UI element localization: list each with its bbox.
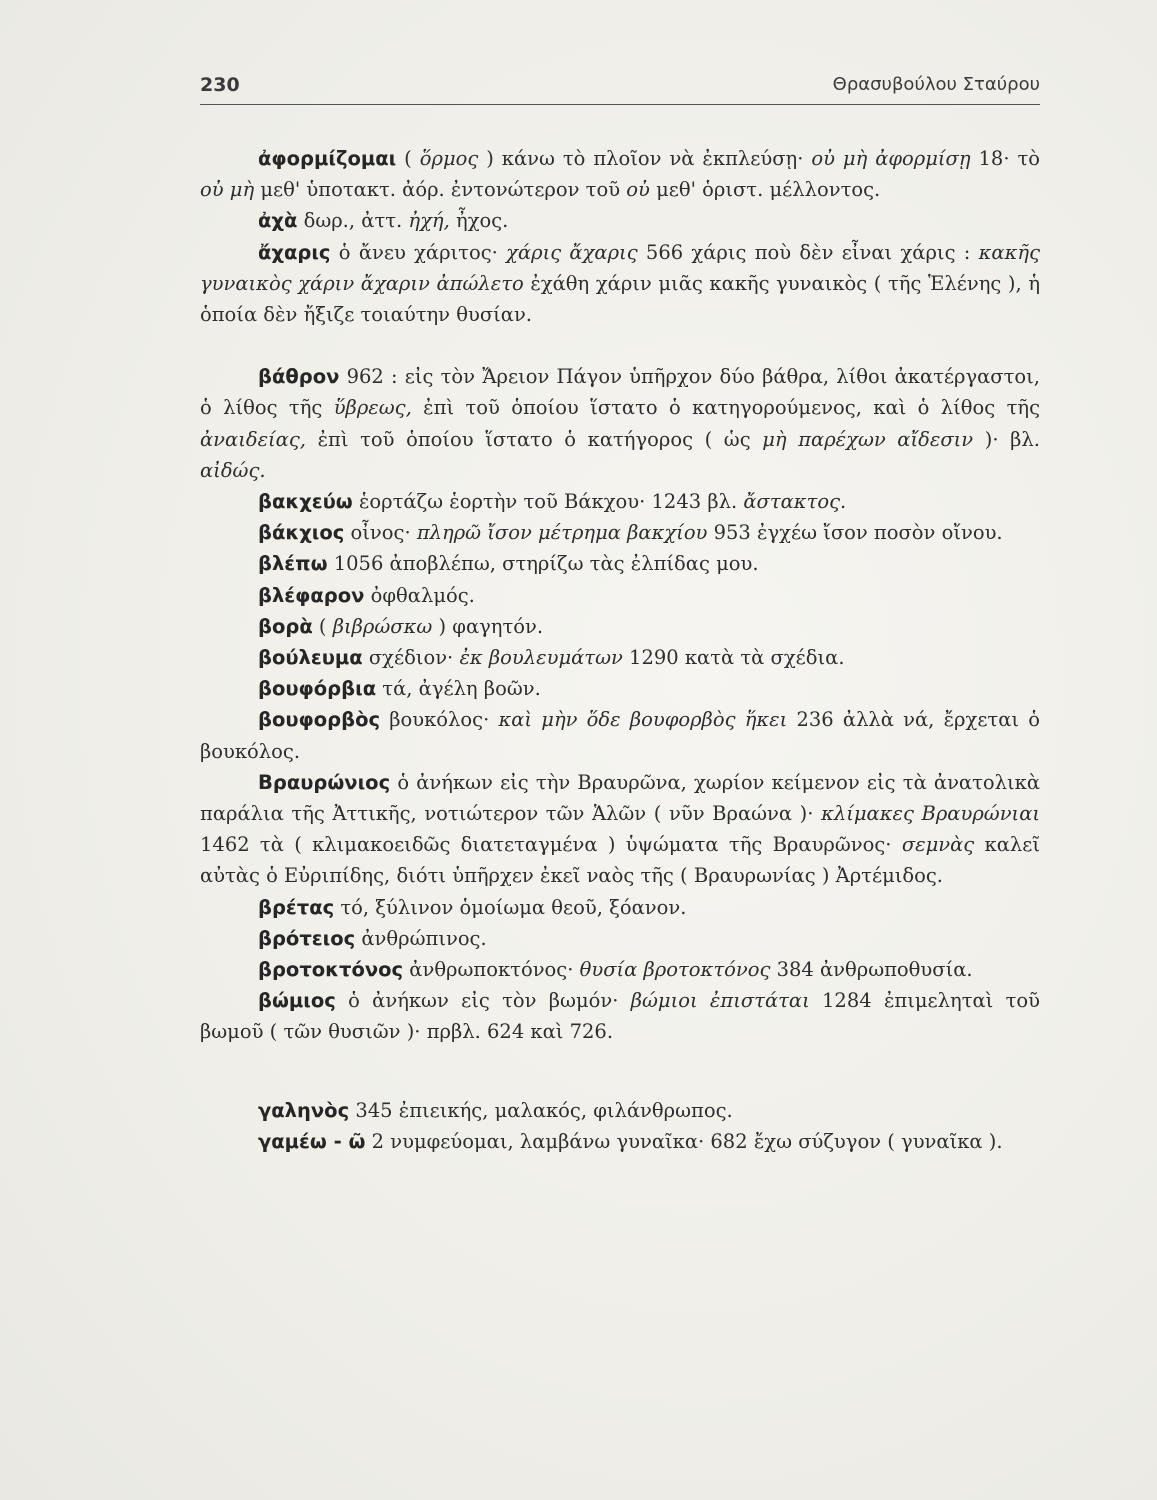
- entry-headword: βροτοκτόνος: [258, 958, 404, 982]
- entry-text: ἐπὶ τοῦ ὁποίου ἵστατο ὁ κατηγορούμενος, καὶ ὁ λίθος τῆς: [411, 396, 1040, 420]
- entry-quotation: ἐκ βουλευμάτων: [459, 646, 623, 670]
- entry-quotation: οὐ μὴ ἀφορμίσῃ: [811, 147, 971, 170]
- entry-headword: ἄχαρις: [258, 240, 331, 264]
- page-header: [200, 74, 1040, 102]
- glossary-entry: [200, 143, 1040, 205]
- entry-headword: βρέτας: [258, 895, 335, 919]
- entry-quotation: κλίμακες Βραυρώνιαι: [821, 802, 1041, 826]
- entry-headword: γαμέω - ῶ: [258, 1129, 366, 1153]
- glossary-entry: [200, 237, 1040, 331]
- entry-quotation: θυσία βροτοκτόνος: [579, 958, 771, 982]
- entry-quotation: ὕβρεως,: [333, 396, 412, 420]
- entry-text: μεθ' ὑποτακτ. ἀόρ. ἐντονώτερον τοῦ: [254, 178, 627, 202]
- entry-text: σχέδιον·: [362, 646, 460, 670]
- entry-text: 2 νυμφεύομαι, λαμβάνω γυναῖκα· 682 ἔχω σύζυγον ( γυναῖκα ).: [365, 1129, 1003, 1153]
- entry-quotation: βιβρώσκω: [332, 614, 433, 638]
- entry-text: 345 ἐπιεικής, μαλακός, φιλάνθρωπος.: [349, 1098, 733, 1122]
- entry-headword: βλέφαρον: [258, 583, 365, 607]
- entry-headword: Βραυρώνιος: [258, 770, 391, 794]
- glossary-entry: [200, 892, 1040, 923]
- entry-text: 962 : εἰς τὸν Ἄρειον Πάγον ὑπῆρχον δύο βάθρα, λίθοι ἀκατέργαστοι, ὁ λίθος τῆς: [200, 365, 1040, 420]
- glossary-entry: [200, 205, 1040, 236]
- entry-text: ὁ ἀνήκων εἰς τὸν βωμόν·: [335, 989, 631, 1013]
- entry-quotation: οὐ: [626, 178, 650, 202]
- glossary-entry: [200, 486, 1040, 517]
- glossary-entry: [200, 361, 1040, 486]
- entry-quotation: σεμνὰς: [901, 833, 975, 857]
- entry-text: μεθ' ὁριστ. μέλλοντος.: [649, 178, 881, 202]
- entry-quotation: αἰδώς.: [200, 458, 266, 482]
- entry-quotation: οὐ μὴ: [200, 178, 255, 202]
- glossary-entry: [200, 767, 1040, 892]
- entry-headword: βορὰ: [258, 614, 313, 638]
- entry-text: 18· τὸ: [970, 147, 1041, 170]
- glossary-entry: [200, 611, 1040, 642]
- entry-quotation: πληρῶ ἴσον μέτρημα βακχίου: [416, 521, 708, 545]
- entry-headword: βλέπω: [258, 552, 328, 576]
- entry-text: δωρ., ἀττ.: [297, 209, 409, 233]
- entry-text: ἀνθρωποκτόνος·: [403, 958, 580, 982]
- entry-text: (: [312, 614, 333, 638]
- entry-text: οἶνος·: [344, 521, 417, 545]
- entry-quotation: ἄστακτος.: [743, 490, 847, 514]
- entry-text: ὁ ἄνευ χάριτος·: [330, 240, 507, 264]
- entry-text: καλεῖ αὐτὰς ὁ Εὐριπίδης, διότι ὑπῆρχεν ἐκεῖ ναὸς τῆς ( Βραυρωνίας ) Ἀρτέμιδος.: [200, 833, 1040, 888]
- glossary-entry: [200, 673, 1040, 704]
- section-gap: [200, 330, 1040, 361]
- entry-quotation: ἠχή,: [408, 209, 450, 233]
- entry-text: (: [396, 147, 420, 170]
- entry-headword: βούλευμα: [258, 646, 363, 670]
- entry-text: τά, ἀγέλη βοῶν.: [376, 677, 541, 701]
- entry-text: 1056 ἀποβλέπω, στηρίζω τὰς ἐλπίδας μου.: [327, 552, 759, 576]
- entry-text: 566 χάρις ποὺ δὲν εἶναι χάρις :: [637, 240, 979, 264]
- entry-quotation: ὅρμος: [419, 147, 479, 170]
- entry-text: 953 ἐγχέω ἴσον ποσὸν οἴνου.: [707, 521, 1003, 545]
- entry-text: τό, ξύλινον ὁμοίωμα θεοῦ, ξόανον.: [334, 895, 687, 919]
- entry-text: ὁ ἀνήκων εἰς τὴν Βραυρῶνα, χωρίον κείμενον εἰς τὰ ἀνατολικὰ παράλια τῆς Ἀττικῆς, νοτιώτερον τῶν Ἁλῶν ( νῦν Βραώνα )·: [200, 770, 1040, 826]
- entry-quotation: μὴ παρέχων αἴδεσιν: [762, 427, 974, 451]
- entry-quotation: κακῆς γυναικὸς χάριν ἄχαριν ἀπώλετο: [200, 240, 1040, 295]
- entry-headword: βακχεύω: [258, 490, 353, 514]
- page-number: 230: [200, 74, 240, 96]
- entry-text: ὀφθαλμός.: [364, 583, 475, 607]
- running-head: Θρασυβούλου Σταύρου: [832, 74, 1040, 95]
- entry-text: 1290 κατὰ τὰ σχέδια.: [622, 646, 845, 670]
- entry-headword: ἀχὰ: [258, 209, 298, 233]
- entry-quotation: βώμιοι ἐπιστάται: [630, 989, 810, 1013]
- glossary-entry: [200, 923, 1040, 954]
- entry-text: ) φαγητόν.: [432, 614, 544, 638]
- entry-headword: γαληνὸς: [258, 1098, 350, 1122]
- entry-text: ἦχος.: [449, 209, 509, 233]
- entry-headword: βρότειος: [258, 926, 356, 950]
- glossary-entry: [200, 548, 1040, 579]
- entry-text: 236 ἀλλὰ νά, ἔρχεται ὁ βουκόλος.: [200, 708, 1040, 763]
- entry-quotation: χάρις ἄχαρις: [506, 240, 638, 264]
- entry-quotation: καὶ μὴν ὅδε βουφορβὸς ἥκει: [498, 708, 788, 732]
- glossary-entry: [200, 1126, 1040, 1157]
- entry-headword: ἀφορμίζομαι: [258, 147, 397, 170]
- entry-text: ἑορτάζω ἑορτὴν τοῦ Βάκχου· 1243 βλ.: [352, 490, 744, 514]
- entry-text: ) κάνω τὸ πλοῖον νὰ ἐκπλεύσῃ·: [478, 147, 812, 170]
- entry-text: )· βλ.: [973, 427, 1040, 451]
- header-rule: [200, 104, 1040, 105]
- entry-headword: βουφόρβια: [258, 677, 377, 701]
- glossary-entry: [200, 642, 1040, 673]
- glossary-entry: [200, 1095, 1040, 1126]
- entry-headword: βώμιος: [258, 989, 336, 1013]
- letter-section-gap: [200, 1048, 1040, 1095]
- glossary-body: [200, 143, 1040, 1157]
- glossary-entry: [200, 985, 1040, 1047]
- entry-text: ἐχάθη χάριν μιᾶς κακῆς γυναικὸς ( τῆς Ἑλένης ), ἡ ὁποία δὲν ἤξιζε τοιαύτην θυσίαν.: [200, 271, 1040, 327]
- entry-text: ἀνθρώπινος.: [355, 926, 487, 950]
- entry-text: 384 ἀνθρωποθυσία.: [770, 958, 973, 982]
- entry-headword: βάθρον: [258, 365, 340, 389]
- entry-headword: βάκχιος: [258, 521, 345, 545]
- entry-text: 1462 τὰ ( κλιμακοειδῶς διατεταγμένα ) ὑψώματα τῆς Βραυρῶνος·: [200, 833, 902, 857]
- entry-quotation: ἀναιδείας,: [200, 427, 306, 451]
- glossary-entry: [200, 517, 1040, 548]
- entry-text: ἐπὶ τοῦ ὁποίου ἵστατο ὁ κατήγορος ( ὡς: [305, 427, 763, 451]
- entry-text: βουκόλος·: [380, 708, 499, 732]
- glossary-entry: [200, 704, 1040, 766]
- entry-headword: βουφορβὸς: [258, 708, 381, 732]
- glossary-entry: [200, 580, 1040, 611]
- entry-text: 1284 ἐπιμεληταὶ τοῦ βωμοῦ ( τῶν θυσιῶν )· πρβλ. 624 καὶ 726.: [200, 989, 1040, 1044]
- glossary-entry: [200, 954, 1040, 985]
